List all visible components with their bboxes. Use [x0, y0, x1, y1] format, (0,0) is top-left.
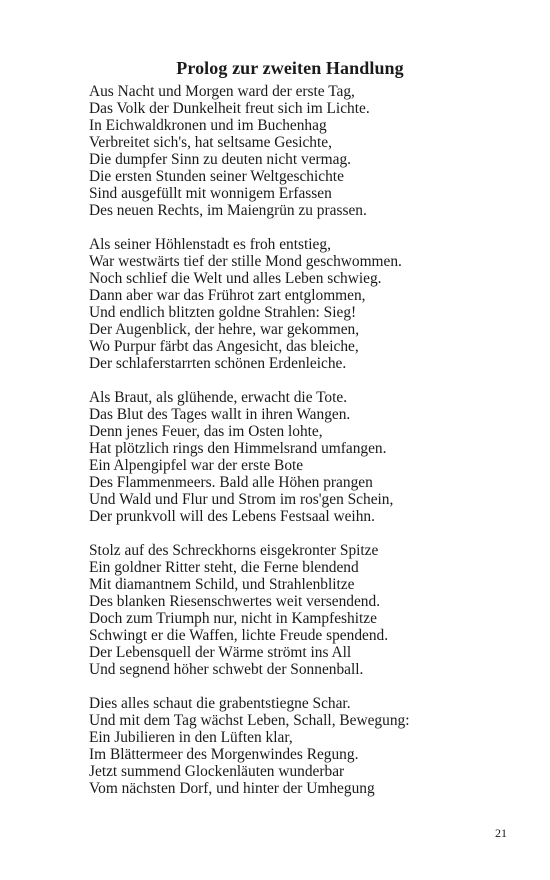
verse-line: Dies alles schaut die grabentstiegne Schar.: [89, 695, 351, 712]
verse-line: Und endlich blitzten goldne Strahlen: Sieg!: [89, 304, 357, 321]
stanza: [89, 83, 510, 219]
verse-line: Aus Nacht und Morgen ward der erste Tag,: [89, 83, 355, 100]
verse-line: Des neuen Rechts, im Maiengrün zu prassen.: [89, 202, 367, 219]
verse-line: Hat plötzlich rings den Himmelsrand umfangen.: [89, 440, 387, 457]
verse-line: Wo Purpur färbt das Angesicht, das bleiche,: [89, 338, 359, 355]
verse-line: Noch schlief die Welt und alles Leben schwieg.: [89, 270, 382, 287]
verse-line: Stolz auf des Schreckhorns eisgekronter Spitze: [89, 542, 379, 559]
verse-line: Als seiner Höhlenstadt es froh entstieg,: [89, 236, 331, 253]
verse-line: Im Blättermeer des Morgenwindes Regung.: [89, 746, 359, 763]
verse-line: Des blanken Riesenschwertes weit versendend.: [89, 593, 381, 610]
verse-line: Jetzt summend Glockenläuten wunderbar: [89, 763, 345, 780]
verse-line: Sind ausgefüllt mit wonnigem Erfassen: [89, 185, 332, 202]
verse-line: Ein Jubilieren in den Lüften klar,: [89, 729, 293, 746]
verse-line: Vom nächsten Dorf, und hinter der Umhegung: [89, 780, 375, 797]
verse-line: Als Braut, als glühende, erwacht die Tote.: [89, 389, 348, 406]
verse-line: Dann aber war das Frührot zart entglommen,: [89, 287, 366, 304]
verse-line: Das Blut des Tages wallt in ihren Wangen.: [89, 406, 351, 423]
verse-line: Die ersten Stunden seiner Weltgeschichte: [89, 168, 344, 185]
verse-line: War westwärts tief der stille Mond geschwommen.: [89, 253, 402, 270]
page-title: Prolog zur zweiten Handlung: [176, 58, 404, 78]
verse-line: Verbreitet sich's, hat seltsame Gesichte,: [89, 134, 332, 151]
verse-line: Denn jenes Feuer, das im Osten lohte,: [89, 423, 323, 440]
verse-line: Ein Alpengipfel war der erste Bote: [89, 457, 304, 474]
verse-line: Und segnend höher schwebt der Sonnenball.: [89, 661, 364, 678]
verse-line: Doch zum Triumph nur, nicht in Kampfeshitze: [89, 610, 377, 627]
poem-body: [89, 83, 510, 814]
verse-line: Des Flammenmeers. Bald alle Höhen prangen: [89, 474, 373, 491]
page-number: 21: [495, 826, 507, 840]
verse-line: Der Augenblick, der hehre, war gekommen,: [89, 321, 360, 338]
verse-line: Mit diamantnem Schild, und Strahlenblitze: [89, 576, 355, 593]
verse-line: Das Volk der Dunkelheit freut sich im Lichte.: [89, 100, 370, 117]
verse-line: Der prunkvoll will des Lebens Festsaal weihn.: [89, 508, 375, 525]
verse-line: Der schlaferstarrten schönen Erdenleiche.: [89, 355, 347, 372]
verse-line: In Eichwaldkronen und im Buchenhag: [89, 117, 327, 134]
stanza: [89, 389, 510, 525]
verse-line: Ein goldner Ritter steht, die Ferne blendend: [89, 559, 359, 576]
stanza: [89, 695, 510, 797]
verse-line: Die dumpfer Sinn zu deuten nicht vermag.: [89, 151, 351, 168]
stanza: [89, 542, 510, 678]
verse-line: Schwingt er die Waffen, lichte Freude spendend.: [89, 627, 389, 644]
verse-line: Und mit dem Tag wächst Leben, Schall, Bewegung:: [89, 712, 410, 729]
verse-line: Und Wald und Flur und Strom im ros'gen Schein,: [89, 491, 394, 508]
stanza: [89, 236, 510, 372]
verse-line: Der Lebensquell der Wärme strömt ins All: [89, 644, 352, 661]
